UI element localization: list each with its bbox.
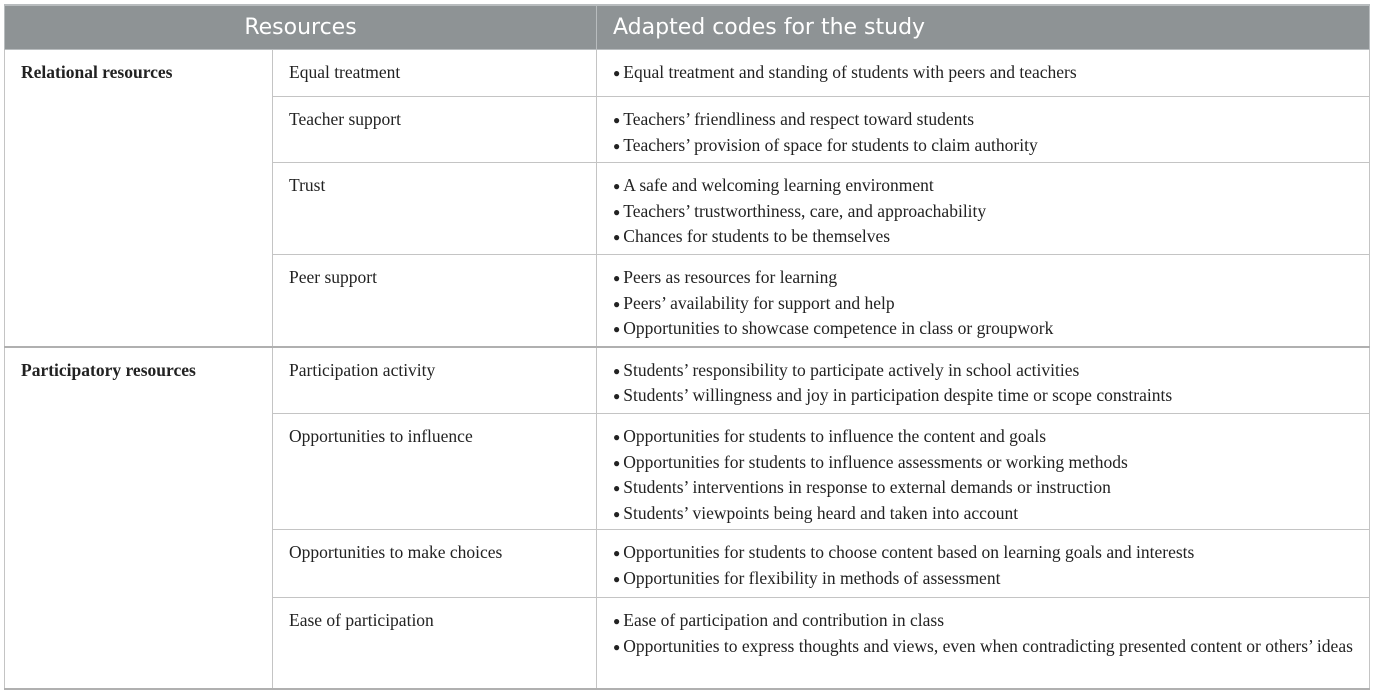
code-text: Opportunities for flexibility in methods of assessment xyxy=(623,567,1001,588)
resources-table xyxy=(4,4,1370,690)
bullet-icon: ● xyxy=(613,138,624,153)
code-item xyxy=(613,383,1353,409)
code-text: Ease of participation and contribution in class xyxy=(623,610,945,630)
code-text: Students’ interventions in response to external demands or instruction xyxy=(623,477,1111,497)
resource-name: Ease of participation xyxy=(273,598,597,689)
code-item xyxy=(613,173,1353,199)
code-text: Teachers’ friendliness and respect toward students xyxy=(623,109,975,129)
bullet-icon: ● xyxy=(613,66,624,80)
resource-name: Peer support xyxy=(273,255,597,347)
code-text: Opportunities for students to influence assessments or working methods xyxy=(623,451,1128,472)
bullet-icon: ● xyxy=(613,179,624,193)
code-text: Teachers’ trustworthiness, care, and approachability xyxy=(623,200,987,221)
code-text: Equal treatment and standing of students with peers and teachers xyxy=(623,62,1077,82)
code-text: Chances for students to be themselves xyxy=(623,226,891,246)
codes-cell xyxy=(597,347,1370,414)
code-text: Opportunities to showcase competence in class or groupwork xyxy=(623,318,1054,338)
code-item xyxy=(613,60,1353,86)
codes-cell xyxy=(597,255,1370,347)
group-label: Relational resources xyxy=(5,50,273,347)
bullet-icon: ● xyxy=(613,455,624,470)
codes-cell xyxy=(597,97,1370,163)
bullet-icon: ● xyxy=(613,481,624,495)
code-item xyxy=(613,224,1353,250)
resource-name: Trust xyxy=(273,163,597,255)
code-item xyxy=(613,475,1353,501)
code-item xyxy=(613,566,1353,592)
bullet-icon: ● xyxy=(613,639,624,654)
resource-name: Opportunities to influence xyxy=(273,414,597,530)
bullet-icon: ● xyxy=(613,389,624,403)
code-item xyxy=(613,501,1353,527)
bullet-icon: ● xyxy=(613,322,624,336)
codes-cell xyxy=(597,163,1370,255)
group-label: Participatory resources xyxy=(5,347,273,689)
code-item xyxy=(613,424,1353,450)
header-resources: Resources xyxy=(5,5,597,50)
bullet-icon: ● xyxy=(613,204,624,219)
table-row xyxy=(5,50,1370,97)
code-item xyxy=(613,358,1353,384)
bullet-icon: ● xyxy=(613,113,624,127)
code-text: Peers as resources for learning xyxy=(623,267,838,287)
bullet-icon: ● xyxy=(613,430,624,444)
code-item xyxy=(613,291,1353,317)
bullet-icon: ● xyxy=(613,296,624,311)
bullet-icon: ● xyxy=(613,571,624,586)
code-item xyxy=(613,199,1353,225)
resource-name: Participation activity xyxy=(273,347,597,414)
header-codes: Adapted codes for the study xyxy=(597,5,1370,50)
code-item xyxy=(613,107,1353,133)
code-item xyxy=(613,265,1353,291)
code-text: A safe and welcoming learning environment xyxy=(623,175,934,195)
resource-name: Equal treatment xyxy=(273,50,597,97)
code-text: Students’ responsibility to participate actively in school activities xyxy=(623,359,1080,380)
bullet-icon: ● xyxy=(613,230,624,244)
codes-cell xyxy=(597,414,1370,530)
code-item xyxy=(613,133,1353,159)
header-row xyxy=(5,5,1370,50)
code-item xyxy=(613,450,1353,476)
table-row xyxy=(5,347,1370,414)
code-text: Students’ viewpoints being heard and taken into account xyxy=(623,502,1019,523)
code-text: Students’ willingness and joy in participation despite time or scope constraints xyxy=(623,385,1173,405)
code-item xyxy=(613,608,1353,634)
code-text: Opportunities to express thoughts and views, even when contradicting presented content or others’ ideas xyxy=(623,635,1353,656)
bullet-icon: ● xyxy=(613,614,624,628)
code-text: Opportunities for students to influence the content and goals xyxy=(623,426,1047,446)
code-text: Opportunities for students to choose content based on learning goals and interests xyxy=(623,542,1195,562)
codes-cell xyxy=(597,50,1370,97)
resource-name: Teacher support xyxy=(273,97,597,163)
code-item xyxy=(613,316,1353,342)
resource-name: Opportunities to make choices xyxy=(273,530,597,598)
bullet-icon: ● xyxy=(613,271,624,285)
code-text: Teachers’ provision of space for students to claim authority xyxy=(623,134,1038,155)
bullet-icon: ● xyxy=(613,363,624,378)
code-text: Peers’ availability for support and help xyxy=(623,292,895,313)
codes-cell xyxy=(597,530,1370,598)
bullet-icon: ● xyxy=(613,506,624,521)
bullet-icon: ● xyxy=(613,546,624,560)
codes-cell xyxy=(597,598,1370,689)
code-item xyxy=(613,634,1353,660)
code-item xyxy=(613,540,1353,566)
